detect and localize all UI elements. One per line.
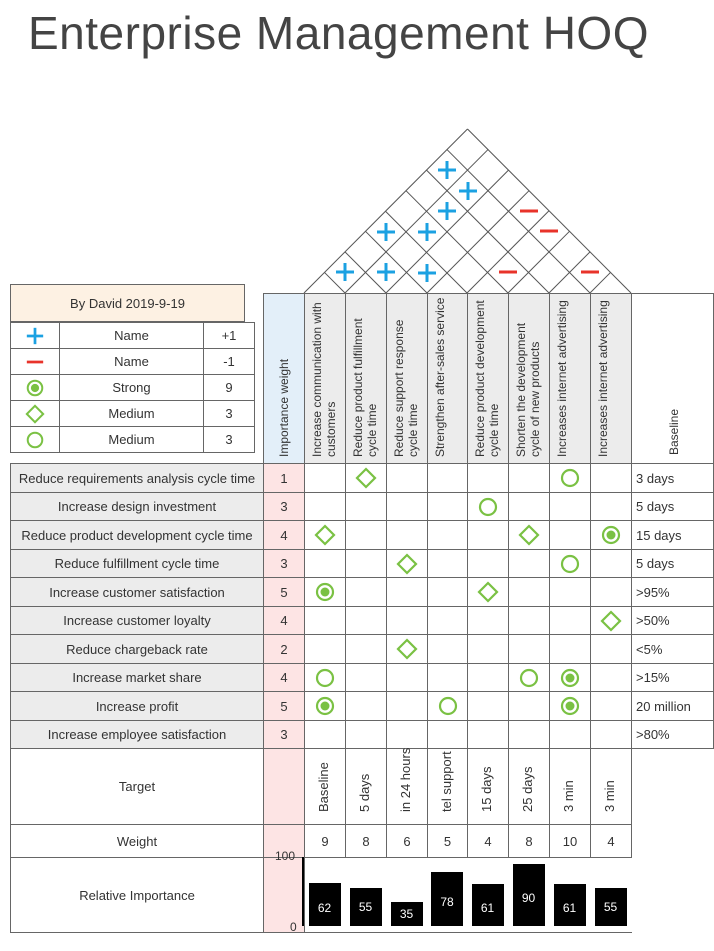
relationship-cell — [427, 549, 468, 578]
roof-plus-icon — [416, 221, 438, 243]
medium-diamond-icon — [396, 553, 418, 575]
target-value: in 24 hours — [398, 747, 413, 812]
axis-min-label: 0 — [290, 920, 297, 934]
column-header-label: Increases internet advertising — [596, 300, 610, 457]
legend-value: 3 — [203, 426, 255, 453]
relationship-cell — [345, 549, 387, 578]
relationship-cell — [549, 606, 591, 635]
requirement-importance: 5 — [263, 691, 305, 721]
baseline-value: >80% — [631, 720, 714, 749]
roof-minus-icon — [497, 261, 519, 283]
medium-diamond-icon — [314, 524, 336, 546]
relationship-cell — [304, 691, 346, 721]
medium-circle-icon — [25, 430, 45, 450]
baseline-value: >50% — [631, 606, 714, 635]
relationship-cell — [467, 663, 509, 692]
relationship-cell — [345, 577, 387, 607]
relationship-cell — [590, 549, 632, 578]
relationship-cell — [386, 691, 428, 721]
requirement-importance: 2 — [263, 634, 305, 664]
medium-diamond-icon — [396, 638, 418, 660]
relationship-cell — [549, 463, 591, 493]
relationship-cell — [386, 634, 428, 664]
relative-importance-axis-cell — [263, 857, 305, 933]
relationship-cell — [345, 663, 387, 692]
baseline-value: 3 days — [631, 463, 714, 493]
column-header-label: Increase communication with customers — [310, 302, 338, 457]
legend-name: Name — [59, 322, 204, 349]
importance-bar-label: 61 — [562, 900, 577, 915]
relationship-cell — [590, 634, 632, 664]
relationship-cell — [386, 463, 428, 493]
baseline-value: 5 days — [631, 492, 714, 521]
relationship-cell — [467, 549, 509, 578]
roof-minus-icon — [579, 261, 601, 283]
medium-diamond-icon — [600, 610, 622, 632]
baseline-value: 15 days — [631, 520, 714, 550]
requirement-label: Increase profit — [10, 691, 264, 721]
relationship-cell — [590, 606, 632, 635]
target-value: tel support — [439, 751, 454, 812]
importance-bar-label: 61 — [480, 900, 495, 915]
medium-diamond-icon — [25, 404, 45, 424]
relationship-cell — [427, 463, 468, 493]
requirement-label: Increase design investment — [10, 492, 264, 521]
relationship-cell — [345, 606, 387, 635]
relationship-cell — [590, 691, 632, 721]
weight-label: Weight — [10, 824, 264, 858]
requirement-label: Increase customer loyalty — [10, 606, 264, 635]
legend-symbol — [10, 400, 60, 427]
importance-bar-label: 90 — [521, 890, 536, 905]
baseline-header-label: Baseline — [667, 408, 681, 455]
relationship-cell — [467, 463, 509, 493]
legend-symbol — [10, 348, 60, 375]
roof-plus-icon — [436, 200, 458, 222]
weight-value: 10 — [549, 824, 591, 858]
relationship-cell — [304, 606, 346, 635]
page-title: Enterprise Management HOQ — [28, 7, 649, 59]
requirement-importance: 3 — [263, 720, 305, 749]
relationship-cell — [427, 663, 468, 692]
relationship-cell — [508, 634, 550, 664]
requirement-label: Increase employee satisfaction — [10, 720, 264, 749]
baseline-value: >15% — [631, 663, 714, 692]
legend-value: 9 — [203, 374, 255, 401]
relationship-cell — [549, 634, 591, 664]
relationship-cell — [345, 492, 387, 521]
relationship-cell — [590, 463, 632, 493]
strong-relation-icon — [559, 667, 581, 689]
roof-plus-icon — [375, 261, 397, 283]
weight-value: 9 — [304, 824, 346, 858]
relationship-cell — [386, 520, 428, 550]
importance-weight-label: Importance weight — [277, 358, 291, 457]
column-header-label: Reduce product fulfillment cycle time — [351, 318, 379, 457]
roof-plus-icon — [457, 180, 479, 202]
legend-symbol — [10, 374, 60, 401]
relationship-cell — [304, 463, 346, 493]
roof-plus-icon — [416, 262, 438, 284]
relationship-cell — [590, 663, 632, 692]
target-value: 5 days — [357, 773, 372, 812]
medium-circle-icon — [518, 667, 540, 689]
target-value: 3 min — [561, 780, 576, 812]
medium-diamond-icon — [355, 467, 377, 489]
relationship-cell — [427, 691, 468, 721]
requirement-importance: 3 — [263, 549, 305, 578]
importance-bar-label: 55 — [603, 900, 618, 915]
relationship-cell — [549, 549, 591, 578]
requirement-importance: 4 — [263, 606, 305, 635]
medium-diamond-icon — [518, 524, 540, 546]
axis-max-label: 100 — [275, 849, 296, 863]
requirement-label: Reduce chargeback rate — [10, 634, 264, 664]
strong-relation-icon — [314, 695, 336, 717]
relationship-cell — [345, 691, 387, 721]
relationship-cell — [304, 492, 346, 521]
roof-plus-icon — [375, 221, 397, 243]
relationship-cell — [304, 520, 346, 550]
weight-value: 8 — [345, 824, 387, 858]
relative-importance-label: Relative Importance — [10, 857, 264, 933]
column-header-label: Reduce support response cycle time — [392, 319, 420, 457]
requirement-importance: 4 — [263, 663, 305, 692]
requirement-importance: 3 — [263, 492, 305, 521]
relationship-cell — [304, 577, 346, 607]
target-value: 25 days — [520, 766, 535, 812]
relationship-cell — [345, 463, 387, 493]
relationship-cell — [467, 520, 509, 550]
legend-name: Medium — [59, 426, 204, 453]
roof-minus-icon — [538, 220, 560, 242]
baseline-value: <5% — [631, 634, 714, 664]
strong-relation-icon — [600, 524, 622, 546]
strong-relation-icon — [314, 581, 336, 603]
roof-plus-icon — [334, 261, 356, 283]
weight-value: 4 — [590, 824, 632, 858]
relationship-cell — [549, 577, 591, 607]
relationship-cell — [549, 492, 591, 521]
relationship-cell — [304, 663, 346, 692]
roof-minus-icon — [518, 200, 540, 222]
relationship-cell — [508, 549, 550, 578]
relationship-cell — [508, 606, 550, 635]
relationship-cell — [427, 492, 468, 521]
relationship-cell — [386, 549, 428, 578]
importance-bar-label: 35 — [399, 906, 414, 921]
relationship-cell — [549, 663, 591, 692]
requirement-label: Reduce product development cycle time — [10, 520, 264, 550]
relationship-cell — [508, 691, 550, 721]
legend-symbol — [10, 426, 60, 453]
baseline-value: 5 days — [631, 549, 714, 578]
relationship-cell — [386, 492, 428, 521]
relationship-cell — [508, 492, 550, 521]
importance-bar-label: 62 — [317, 900, 332, 915]
legend-name: Strong — [59, 374, 204, 401]
relationship-cell — [508, 663, 550, 692]
roof-plus-icon — [436, 159, 458, 181]
relationship-cell — [427, 520, 468, 550]
requirement-importance: 1 — [263, 463, 305, 493]
relationship-cell — [386, 606, 428, 635]
relationship-cell — [467, 691, 509, 721]
baseline-value: >95% — [631, 577, 714, 607]
legend-symbol — [10, 322, 60, 349]
medium-circle-icon — [477, 496, 499, 518]
target-importance-cell — [263, 748, 305, 825]
strong-relation-icon — [25, 378, 45, 398]
weight-value: 8 — [508, 824, 550, 858]
target-label: Target — [10, 748, 264, 825]
importance-bar-label: 55 — [358, 900, 373, 915]
relationship-cell — [386, 663, 428, 692]
legend-name: Name — [59, 348, 204, 375]
legend-value: -1 — [203, 348, 255, 375]
relationship-cell — [345, 520, 387, 550]
relationship-cell — [467, 634, 509, 664]
relationship-cell — [427, 577, 468, 607]
minus-icon — [25, 352, 45, 372]
legend-value: 3 — [203, 400, 255, 427]
target-value: 3 min — [602, 780, 617, 812]
relationship-cell — [467, 492, 509, 521]
relationship-cell — [427, 606, 468, 635]
medium-circle-icon — [559, 467, 581, 489]
medium-circle-icon — [559, 553, 581, 575]
relationship-cell — [386, 577, 428, 607]
relationship-cell — [467, 577, 509, 607]
strong-relation-icon — [559, 695, 581, 717]
target-value: Baseline — [316, 762, 331, 812]
requirement-label: Increase customer satisfaction — [10, 577, 264, 607]
relationship-cell — [590, 577, 632, 607]
relationship-cell — [508, 577, 550, 607]
relationship-cell — [508, 520, 550, 550]
column-header-label: Increases internet advertising — [555, 300, 569, 457]
relationship-cell — [345, 634, 387, 664]
legend-value: +1 — [203, 322, 255, 349]
legend-author: By David 2019-9-19 — [10, 284, 245, 322]
requirement-label: Increase market share — [10, 663, 264, 692]
weight-value: 6 — [386, 824, 428, 858]
requirement-label: Reduce fulfillment cycle time — [10, 549, 264, 578]
relationship-cell — [549, 520, 591, 550]
medium-circle-icon — [314, 667, 336, 689]
column-header-label: Strengthen after-sales service — [433, 297, 447, 457]
weight-value: 5 — [427, 824, 468, 858]
requirement-importance: 5 — [263, 577, 305, 607]
legend-name: Medium — [59, 400, 204, 427]
relationship-cell — [590, 520, 632, 550]
column-header-label: Shorten the development cycle of new products — [514, 322, 542, 457]
column-header-label: Reduce product development cycle time — [473, 300, 501, 457]
baseline-value: 20 million — [631, 691, 714, 721]
medium-diamond-icon — [477, 581, 499, 603]
relationship-cell — [467, 606, 509, 635]
chart-y-axis — [302, 857, 304, 926]
importance-bar-label: 78 — [440, 895, 454, 910]
target-value: 15 days — [479, 766, 494, 812]
relationship-cell — [590, 492, 632, 521]
relationship-cell — [508, 463, 550, 493]
correlation-roof — [0, 0, 714, 300]
relationship-cell — [549, 691, 591, 721]
medium-circle-icon — [437, 695, 459, 717]
relationship-cell — [304, 549, 346, 578]
weight-value: 4 — [467, 824, 509, 858]
relationship-cell — [304, 634, 346, 664]
plus-icon — [25, 326, 45, 346]
requirement-label: Reduce requirements analysis cycle time — [10, 463, 264, 493]
requirement-importance: 4 — [263, 520, 305, 550]
relationship-cell — [427, 634, 468, 664]
